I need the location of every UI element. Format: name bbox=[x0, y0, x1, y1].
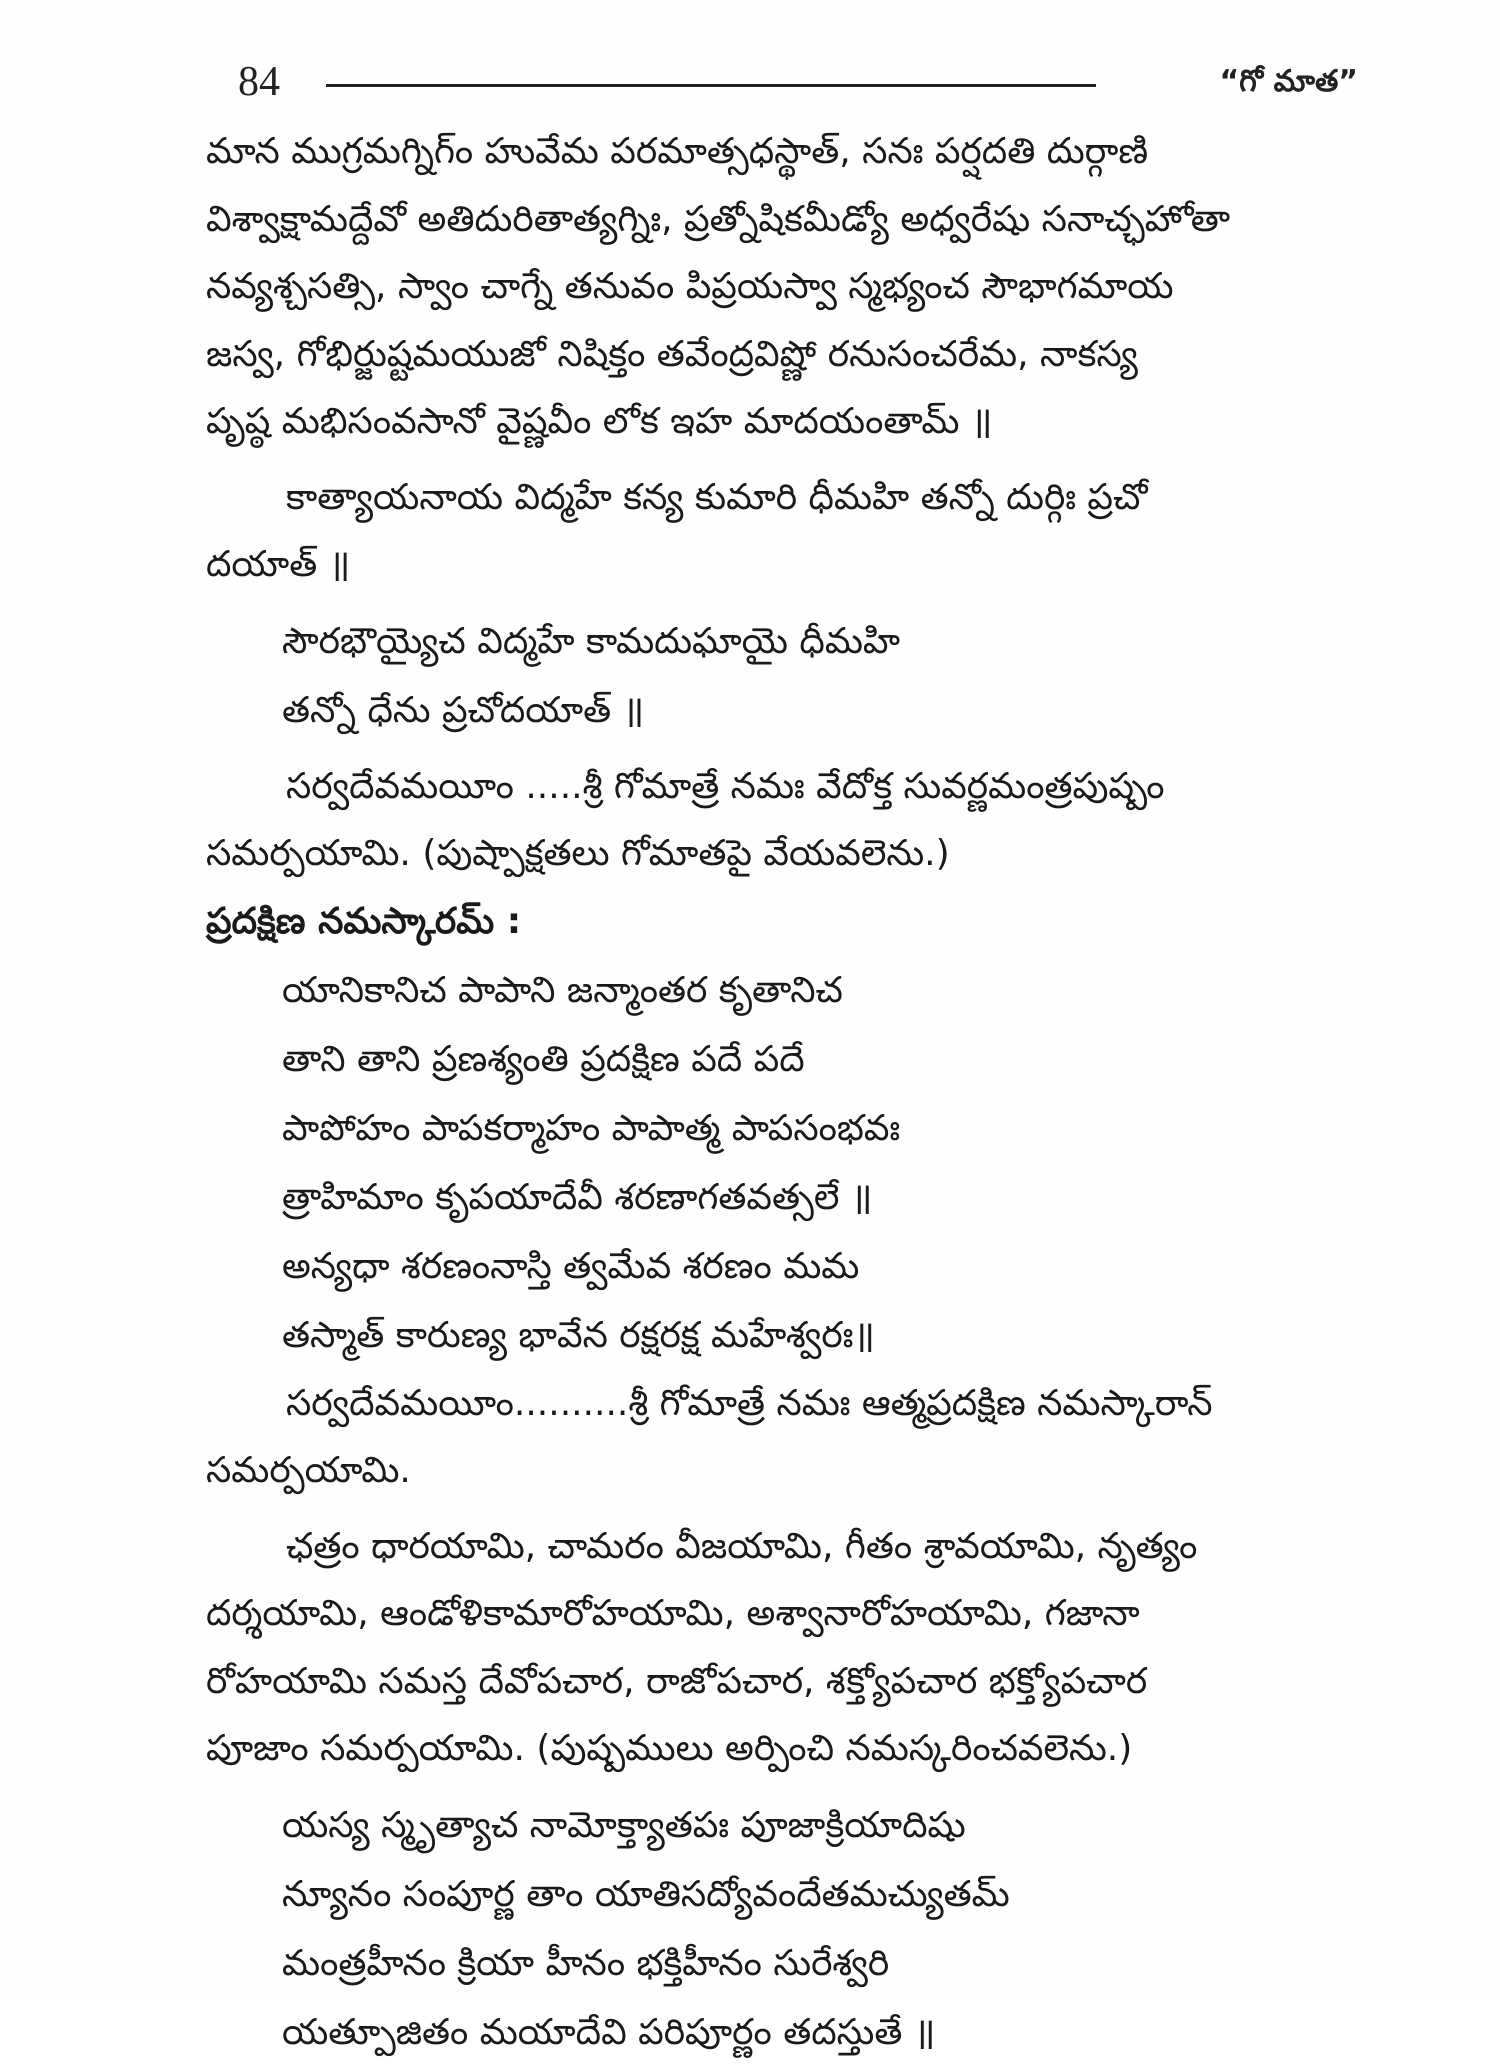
page-content bbox=[206, 118, 1336, 2067]
text-line: పూజాం సమర్పయామి. (పుష్పములు అర్పించి నమస్కరించవలెను.) bbox=[206, 1728, 1133, 1769]
header-rule bbox=[326, 84, 1096, 87]
verse-line: సౌరభౌయ్యైచ విద్మహే కామదుఘాయై ధీమహి bbox=[282, 620, 901, 662]
paragraph-5 bbox=[206, 1513, 1336, 1783]
page-number: 84 bbox=[238, 59, 280, 105]
page-header bbox=[238, 52, 1358, 122]
verse-line: తన్నో ధేను ప్రచోదయాత్ ॥ bbox=[282, 689, 645, 731]
text-line: ఛత్రం ధారయామి, చామరం వీజయామి, గీతం శ్రావయామి, నృత్యం bbox=[286, 1525, 1198, 1567]
verse-line: యస్య స్మృత్యాచ నామోక్త్యాతపః పూజాక్రియాదిషు bbox=[282, 1804, 966, 1846]
section-heading: ప్రదక్షిణ నమస్కారమ్ : bbox=[206, 900, 522, 942]
verse-line: తాని తాని ప్రణశ్యంతి ప్రదక్షిణ పదే పదే bbox=[282, 1038, 805, 1080]
verse-1 bbox=[206, 607, 1336, 745]
verse-3 bbox=[206, 1791, 1336, 2067]
text-line: పృష్ఠ మభిసంవసానో వైష్ణవీం లోక ఇహ మాదయంతామ్ ॥ bbox=[206, 401, 993, 442]
text-line: సమర్పయామి. bbox=[206, 1450, 411, 1491]
verse-line: మంత్రహీనం క్రియా హీనం భక్తిహీనం సురేశ్వరి bbox=[282, 1942, 890, 1984]
paragraph-4 bbox=[206, 1370, 1336, 1505]
text-line: దర్శయామి, ఆండోళికామారోహయామి, అశ్వానారోహయామి, గజానా bbox=[206, 1593, 1140, 1634]
verse-line: యత్పూజితం మయాదేవి పరిపూర్ణం తదస్తుతే ॥ bbox=[282, 2011, 936, 2053]
text-line: నవ్యశ్చసత్సి, స్వాం చాగ్నే తనువం పిప్రయస్వా స్మభ్యంచ సౌభాగమాయ bbox=[206, 266, 1174, 307]
text-line: సర్వదేవమయీం..........శ్రీ గోమాత్రే నమః ఆత్మప్రదక్షిణ నమస్కారాన్ bbox=[286, 1382, 1213, 1424]
verse-line: అన్యధా శరణంనాస్తి త్వమేవ శరణం మమ bbox=[282, 1245, 860, 1287]
paragraph-1 bbox=[206, 118, 1336, 456]
text-line: మాన ముగ్రమగ్నిగ్ం హువేమ పరమాత్సధస్థాత్, సనః పర్షదతి దుర్గాణి bbox=[206, 131, 1149, 172]
verse-line: యానికానిచ పాపాని జన్మాంతర కృతానిచ bbox=[282, 969, 843, 1011]
text-line: విశ్వాక్షామద్దేవో అతిదురితాత్యగ్నిః, ప్రత్నోషికమీడ్యో అధ్వరేషు సనాచ్ఛహోతా bbox=[206, 198, 1231, 240]
text-line: దయాత్ ॥ bbox=[206, 544, 351, 585]
paragraph-2 bbox=[206, 464, 1336, 599]
verse-line: న్యూనం సంపూర్ణ తాం యాతిసద్యోవందేతమచ్యుతమ్ bbox=[282, 1873, 1010, 1915]
text-line: సర్వదేవమయీం .....శ్రీ గోమాత్రే నమః వేదోక్త సువర్ణమంత్రపుష్పం bbox=[286, 765, 1165, 807]
verse-line: పాపోహం పాపకర్మాహం పాపాత్మ పాపసంభవః bbox=[282, 1107, 901, 1149]
text-line: కాత్యాయనాయ విద్మహే కన్య కుమారి ధీమహి తన్నో దుర్గిః ప్రచో bbox=[286, 476, 1148, 518]
paragraph-3 bbox=[206, 753, 1336, 888]
verse-line: త్రాహిమాం కృపయాదేవీ శరణాగతవత్సలే ॥ bbox=[282, 1176, 873, 1218]
verse-2 bbox=[206, 956, 1336, 1370]
text-line: రోహయామి సమస్త దేవోపచార, రాజోపచార, శక్త్యోపచార భక్త్యోపచార bbox=[206, 1660, 1148, 1702]
text-line: జస్వ, గోభిర్జుష్టమయుజో నిషిక్తం తవేంద్రవిష్ణో రనుసంచరేమ, నాకస్య bbox=[206, 333, 1138, 375]
running-title: “గో మాత” bbox=[1219, 64, 1358, 99]
verse-line: తస్మాత్ కారుణ్య భావేన రక్షరక్ష మహేశ్వరః॥ bbox=[282, 1314, 875, 1356]
text-line: సమర్పయామి. (పుష్పాక్షతలు గోమాతపై వేయవలెను.) bbox=[206, 833, 950, 874]
